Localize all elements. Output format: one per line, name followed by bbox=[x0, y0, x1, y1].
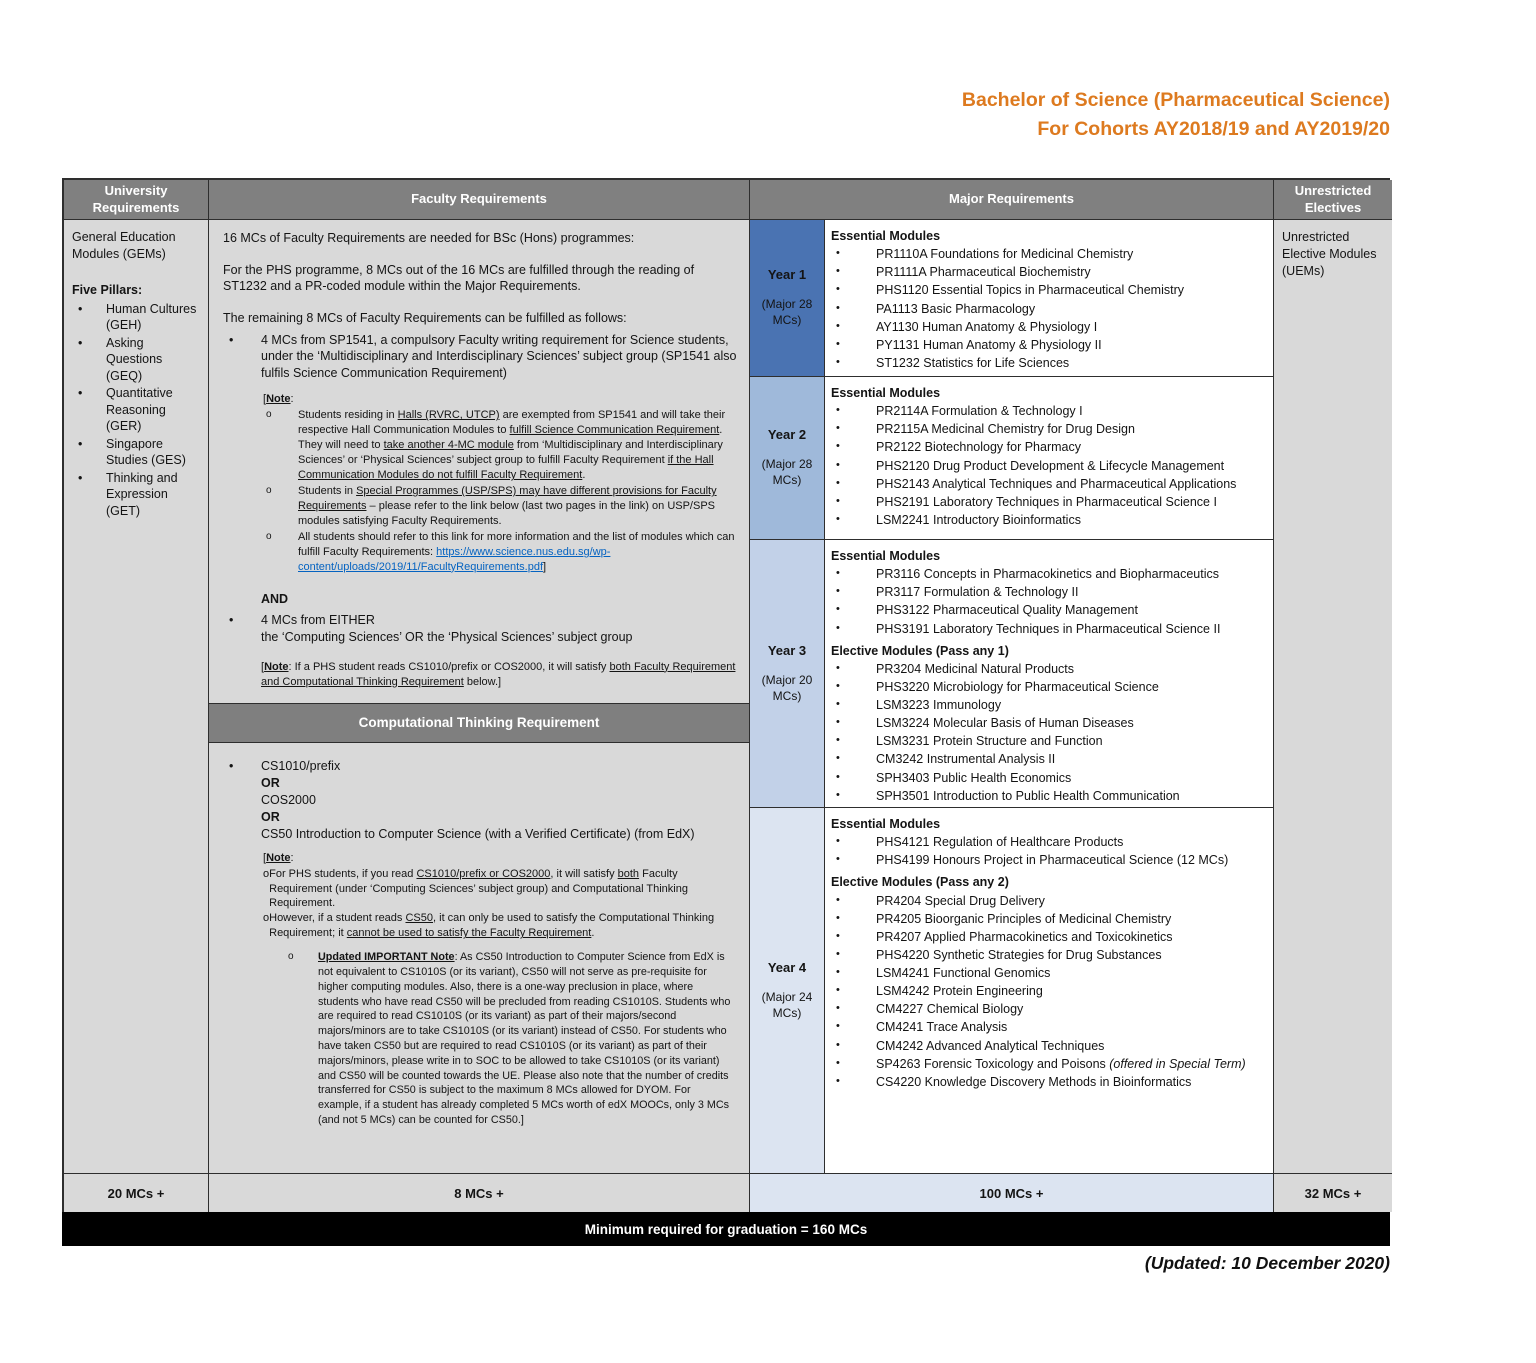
text-run: Students residing in bbox=[298, 409, 398, 422]
text-run: ] bbox=[543, 560, 547, 573]
ct-note-block bbox=[263, 851, 737, 1128]
list-item-text: CM4241 Trace Analysis bbox=[876, 1020, 1008, 1035]
list-item-text: Human Cultures (GEH) bbox=[106, 301, 197, 332]
title-line2: For Cohorts AY2018/19 and AY2019/20 bbox=[1037, 118, 1390, 141]
faculty-para-2: For the PHS programme, 8 MCs out of the 16 MCs are fulfilled through the reading of ST1232 and a PR-coded module within the Major Requirements. bbox=[223, 262, 695, 294]
text-run: below.] bbox=[463, 675, 502, 688]
ct-option-line: CS1010/prefix bbox=[261, 758, 341, 773]
text-run: fulfill Science Communication Requirement bbox=[509, 424, 720, 437]
year-mcs: (Major 20 MCs) bbox=[761, 672, 813, 703]
module-group-heading: Essential Modules bbox=[831, 549, 941, 563]
text-run: both Faculty Requirement and Computational Thinking Requirement bbox=[261, 660, 736, 688]
year-label: Year 3 bbox=[767, 642, 807, 658]
text-run: [ bbox=[261, 660, 265, 673]
module-item bbox=[831, 263, 1265, 281]
module-item bbox=[831, 438, 1265, 456]
module-group-heading: Essential Modules bbox=[831, 817, 941, 831]
module-item bbox=[831, 457, 1265, 475]
bullet-icon: • bbox=[836, 770, 840, 783]
note-label bbox=[263, 851, 737, 866]
year-4-modules bbox=[825, 808, 1273, 1173]
text-run: Faculty Requirement (under ‘Computing Sciences’ subject group) and Computational Thinking Requirement. bbox=[269, 867, 688, 910]
year-1-modules bbox=[825, 220, 1273, 376]
faculty-note-list bbox=[263, 408, 737, 574]
module-item bbox=[831, 946, 1265, 964]
list-item-text: PR4204 Special Drug Delivery bbox=[876, 893, 1045, 908]
spacer bbox=[223, 247, 737, 262]
text-run: Note bbox=[264, 660, 289, 673]
major-requirements-cell bbox=[750, 220, 1274, 1174]
year-1-row bbox=[750, 220, 1273, 377]
header-faculty-requirements: Faculty Requirements bbox=[209, 180, 750, 220]
bullet-icon: • bbox=[836, 247, 840, 260]
list-item-text: PHS4199 Honours Project in Pharmaceutical Science (12 MCs) bbox=[876, 853, 1229, 868]
list-item-text: LSM3224 Molecular Basis of Human Diseases bbox=[876, 716, 1134, 731]
list-item-text: CM4227 Chemical Biology bbox=[876, 1002, 1024, 1017]
faculty-note-2 bbox=[261, 660, 737, 690]
bullet-icon: • bbox=[836, 458, 840, 471]
bullet-icon: • bbox=[836, 853, 840, 866]
faculty-bullet-either-line2: the ‘Computing Sciences’ OR the ‘Physical Sciences’ subject group bbox=[261, 630, 633, 645]
header-university-requirements: University Requirements bbox=[64, 180, 209, 220]
module-item bbox=[831, 787, 1265, 805]
computational-block bbox=[209, 743, 749, 1128]
text-run: CS1010/prefix or COS2000 bbox=[416, 867, 551, 880]
text-run: . bbox=[591, 927, 595, 940]
faculty-note-block bbox=[263, 392, 737, 574]
spacer bbox=[223, 295, 737, 310]
text-run: Note bbox=[266, 851, 291, 864]
pillar-item bbox=[72, 335, 200, 385]
ct-option-line bbox=[261, 775, 737, 792]
module-item bbox=[831, 1000, 1265, 1018]
text-run: Students in bbox=[298, 485, 357, 498]
circle-marker-icon: o bbox=[266, 530, 272, 542]
module-item bbox=[831, 281, 1265, 299]
list-item-text: PR3117 Formulation & Technology II bbox=[876, 585, 1079, 600]
bullet-icon: • bbox=[836, 603, 840, 616]
updated-date: (Updated: 10 December 2020) bbox=[1144, 1253, 1390, 1273]
circle-marker-icon: o bbox=[288, 951, 294, 963]
list-item-text: SPH3501 Introduction to Public Health Communication bbox=[876, 788, 1180, 803]
text-run: : bbox=[290, 393, 294, 406]
faculty-requirements-cell bbox=[209, 220, 750, 1174]
list-item-text: PR3116 Concepts in Pharmacokinetics and Biopharmaceutics bbox=[876, 567, 1220, 582]
text-run: All students should refer to this link for more information and the list of modules which can fulfill Faculty Requirements: bbox=[298, 530, 735, 558]
text-run: Halls (RVRC, UTCP) bbox=[397, 409, 500, 422]
bullet-icon: • bbox=[836, 355, 840, 368]
bullet-icon: • bbox=[836, 476, 840, 489]
year-mcs: (Major 24 MCs) bbox=[761, 989, 813, 1020]
module-item bbox=[831, 892, 1265, 910]
list-item-text: CM4242 Advanced Analytical Techniques bbox=[876, 1038, 1105, 1053]
text-run: take another 4-MC module bbox=[383, 439, 514, 452]
list-item-text: PHS4220 Synthetic Strategies for Drug Substances bbox=[876, 947, 1162, 962]
year-label: Year 4 bbox=[767, 959, 807, 975]
list-item-text: ST1232 Statistics for Life Sciences bbox=[876, 355, 1070, 370]
list-item-text: LSM2241 Introductory Bioinformatics bbox=[876, 512, 1081, 527]
bullet-icon: • bbox=[836, 893, 840, 906]
module-item bbox=[831, 696, 1265, 714]
module-item bbox=[831, 1037, 1265, 1055]
year-label: Year 1 bbox=[767, 267, 807, 283]
list-item-text: PR2114A Formulation & Technology I bbox=[876, 404, 1083, 419]
text-run: , it can only be used to satisfy the Computational Thinking Requirement; it bbox=[269, 912, 715, 940]
circle-marker-icon: o bbox=[266, 409, 272, 421]
list-item-text: CM3242 Instrumental Analysis II bbox=[876, 752, 1056, 767]
module-item bbox=[831, 660, 1265, 678]
bullet-icon: • bbox=[836, 911, 840, 924]
pillar-item bbox=[72, 436, 200, 469]
module-group-heading: Essential Modules bbox=[831, 229, 941, 243]
module-item bbox=[831, 732, 1265, 750]
module-item bbox=[831, 678, 1265, 696]
faculty-upper-block bbox=[209, 220, 749, 690]
bullet-icon: • bbox=[836, 788, 840, 801]
module-item bbox=[831, 964, 1265, 982]
list-item-text: PHS4121 Regulation of Healthcare Products bbox=[876, 835, 1124, 850]
faculty-bullet-either bbox=[223, 612, 737, 629]
module-group-heading: Elective Modules (Pass any 1) bbox=[831, 643, 1009, 658]
page-title bbox=[962, 86, 1390, 145]
year-mcs: (Major 28 MCs) bbox=[761, 297, 813, 327]
bullet-icon: • bbox=[836, 1002, 840, 1015]
list-item-text: AY1130 Human Anatomy & Physiology I bbox=[876, 319, 1098, 334]
pillar-item bbox=[72, 385, 200, 435]
list-item-text: Asking Questions (GEQ) bbox=[106, 335, 163, 383]
faculty-requirements-link[interactable]: https://www.science.nus.edu.sg/wp-content/uploads/2019/11/FacultyRequirements.pdf bbox=[298, 545, 611, 573]
faculty-total: 8 MCs + bbox=[209, 1174, 750, 1212]
module-item bbox=[831, 583, 1265, 601]
year-2-modules bbox=[825, 377, 1273, 539]
list-item-text: PHS3220 Microbiology for Pharmaceutical Science bbox=[876, 679, 1159, 694]
module-item bbox=[831, 750, 1265, 768]
bullet-icon: • bbox=[836, 319, 840, 332]
note-item bbox=[263, 530, 737, 575]
text-run: [ bbox=[263, 851, 267, 864]
list-item-text: PHS2120 Drug Product Development & Lifecycle Management bbox=[876, 458, 1225, 473]
year-4-label-cell bbox=[750, 808, 825, 1173]
note-item bbox=[263, 484, 737, 529]
list-item-text: LSM3223 Immunology bbox=[876, 698, 1002, 712]
list-item-text: PHS3122 Pharmaceutical Quality Management bbox=[876, 603, 1138, 618]
text-run: OR bbox=[261, 775, 280, 790]
list-item-text: PHS2143 Analytical Techniques and Pharmaceutical Applications bbox=[876, 476, 1237, 491]
text-run: However, if a student reads bbox=[269, 912, 406, 925]
and-label: AND bbox=[261, 591, 289, 606]
text-run: . They will need to bbox=[298, 424, 723, 452]
important-note-text bbox=[318, 950, 737, 1127]
unrestricted-electives-cell bbox=[1274, 220, 1392, 1174]
module-item bbox=[831, 851, 1265, 869]
five-pillars-heading: Five Pillars: bbox=[72, 283, 143, 297]
module-item bbox=[831, 1018, 1265, 1036]
bullet-icon: • bbox=[836, 422, 840, 435]
year-2-label-cell bbox=[750, 377, 825, 539]
text-run: Updated IMPORTANT Note bbox=[318, 951, 455, 964]
bullet-icon: • bbox=[78, 335, 83, 350]
bullet-icon: • bbox=[836, 404, 840, 417]
bullet-icon: • bbox=[229, 332, 234, 347]
module-item bbox=[831, 336, 1265, 354]
list-item-text: PA1113 Basic Pharmacology bbox=[876, 301, 1036, 316]
list-item-text bbox=[269, 867, 737, 912]
faculty-bullet-either-line1: 4 MCs from EITHER bbox=[261, 613, 375, 628]
bullet-icon: • bbox=[836, 929, 840, 942]
list-item-text: Quantitative Reasoning (GER) bbox=[106, 386, 173, 433]
module-item bbox=[831, 1073, 1265, 1091]
list-item-text: Singapore Studies (GES) bbox=[106, 436, 186, 467]
module-item bbox=[831, 475, 1265, 493]
text-run: both bbox=[617, 867, 640, 880]
module-item bbox=[831, 420, 1265, 438]
list-item-text bbox=[298, 408, 737, 483]
text-run: : bbox=[290, 851, 294, 864]
faculty-para-3: The remaining 8 MCs of Faculty Requirements can be fulfilled as follows: bbox=[223, 310, 627, 325]
list-item-text: LSM3231 Protein Structure and Function bbox=[876, 734, 1103, 749]
bullet-icon: • bbox=[836, 835, 840, 848]
text-run: : As CS50 Introduction to Computer Science from EdX is not equivalent to CS1010S (or its variant), CS50 will not serve as pre-requisite for higher computing modules. Also, there is a one-way preclusion in place, where students who have read CS50 will be precluded from reading CS1010S. Students who are required to read CS1010S (or its variant) as part of their majors/second majors/minors are to take CS1010S (or its variant) instead of CS50. For students who have taken CS50 but are required to read CS1010S (or its variant) as part of their majors/minors, please write in to SOC to be allowed to take CS1010S (or its variant) and CS50 will be counted towards the UE. Please also note that the number of credits transferred for CS50 is subject to the maximum 8 MCs allowed for DYOM. For example, if a student has already completed 5 MCs worth of edX MOOCs, only 3 MCs (and not 5 MCs) can be counted for CS50.] bbox=[318, 951, 731, 1126]
module-group-heading: Elective Modules (Pass any 2) bbox=[831, 875, 1009, 890]
list-item-text: PHS1120 Essential Topics in Pharmaceutical Chemistry bbox=[876, 283, 1185, 298]
list-item-text bbox=[269, 911, 737, 941]
module-item bbox=[831, 714, 1265, 732]
text-run: SP4263 Forensic Toxicology and Poisons bbox=[876, 1056, 1110, 1071]
header-unrestricted-electives: Unrestricted Electives bbox=[1274, 180, 1392, 220]
bullet-icon: • bbox=[836, 567, 840, 580]
graduation-minimum-bar: Minimum required for graduation = 160 MCs bbox=[62, 1212, 1390, 1246]
bullet-icon: • bbox=[836, 1038, 840, 1051]
list-item-text bbox=[298, 530, 737, 575]
text-run: (offered in Special Term) bbox=[1109, 1056, 1246, 1071]
module-item bbox=[831, 982, 1265, 1000]
bullet-icon: • bbox=[836, 301, 840, 314]
module-item bbox=[831, 769, 1265, 787]
text-run: CS50 bbox=[405, 912, 434, 925]
bullet-icon: • bbox=[836, 621, 840, 634]
module-item bbox=[831, 300, 1265, 318]
bullet-icon: • bbox=[836, 966, 840, 978]
list-item-text: PR4205 Bioorganic Principles of Medicinal Chemistry bbox=[876, 911, 1172, 926]
text-run: . bbox=[582, 469, 586, 482]
bullet-icon: • bbox=[836, 265, 840, 278]
pillars-list bbox=[72, 301, 200, 520]
module-item bbox=[831, 910, 1265, 928]
list-item-text: LSM4242 Protein Engineering bbox=[876, 984, 1043, 999]
circle-marker-icon: o bbox=[263, 867, 270, 880]
uem-text: Unrestricted Elective Modules (UEMs) bbox=[1282, 230, 1377, 278]
module-item bbox=[831, 511, 1265, 529]
list-item-text: PY1131 Human Anatomy & Physiology II bbox=[876, 337, 1102, 352]
bullet-icon: • bbox=[836, 440, 840, 453]
bullet-icon: • bbox=[836, 494, 840, 507]
bullet-icon: • bbox=[836, 1074, 840, 1087]
text-run: Special Programmes (USP/SPS) may have different provisions for Faculty Requirements bbox=[298, 485, 717, 513]
requirements-table bbox=[62, 178, 1390, 1214]
bullet-icon: • bbox=[78, 470, 83, 485]
note-item bbox=[263, 408, 737, 483]
ct-options-bullet bbox=[223, 758, 737, 843]
circle-marker-icon: o bbox=[263, 912, 270, 925]
module-item bbox=[831, 565, 1265, 583]
bullet-icon: • bbox=[229, 758, 234, 773]
year-2-row bbox=[750, 377, 1273, 540]
module-item bbox=[831, 493, 1265, 511]
year-label: Year 2 bbox=[767, 427, 807, 443]
list-item-text: PHS3191 Laboratory Techniques in Pharmaceutical Science II bbox=[876, 621, 1221, 636]
ct-option-line bbox=[261, 809, 737, 826]
list-item-text: PHS2191 Laboratory Techniques in Pharmaceutical Science I bbox=[876, 494, 1217, 509]
bullet-icon: • bbox=[836, 1056, 840, 1069]
pillar-item bbox=[72, 470, 200, 520]
text-run: cannot be used to satisfy the Faculty Requirement bbox=[346, 927, 592, 940]
year-3-label-cell bbox=[750, 540, 825, 807]
note-item bbox=[263, 867, 737, 912]
faculty-bullet-sp1541 bbox=[223, 332, 737, 382]
list-item-text: SPH3403 Public Health Economics bbox=[876, 770, 1072, 785]
text-run: OR bbox=[261, 809, 280, 824]
text-run: For PHS students, if you read bbox=[269, 867, 417, 880]
bullet-icon: • bbox=[78, 436, 83, 451]
list-item-text: Thinking and Expression (GET) bbox=[106, 470, 178, 518]
list-item-text: PR2115A Medicinal Chemistry for Drug Design bbox=[876, 422, 1135, 437]
circle-marker-icon: o bbox=[266, 485, 272, 497]
module-item bbox=[831, 620, 1265, 638]
note-item bbox=[263, 911, 737, 941]
text-run: [ bbox=[263, 393, 267, 406]
bullet-icon: • bbox=[78, 386, 83, 400]
module-group-heading: Essential Modules bbox=[831, 386, 941, 400]
module-item bbox=[831, 601, 1265, 619]
year-1-label-cell bbox=[750, 220, 825, 376]
title-line1: Bachelor of Science (Pharmaceutical Science) bbox=[961, 89, 1390, 111]
bullet-icon: • bbox=[78, 301, 83, 316]
module-item bbox=[831, 928, 1265, 946]
pillar-item bbox=[72, 301, 200, 334]
university-requirements-cell bbox=[64, 220, 209, 1174]
text-run: Note bbox=[266, 393, 291, 406]
ct-note-list bbox=[263, 867, 737, 942]
important-note bbox=[285, 950, 737, 1127]
text-run: if the Hall Communication Modules do not fulfill Faculty Requirement bbox=[298, 454, 714, 482]
year-3-row bbox=[750, 540, 1273, 808]
gem-intro: General Education Modules (GEMs) bbox=[72, 230, 176, 261]
list-item-text: PR4207 Applied Pharmacokinetics and Toxicokinetics bbox=[876, 929, 1173, 944]
bullet-icon: • bbox=[836, 984, 840, 997]
text-run: are exempted from SP1541 and will take their respective Hall Communication Modules to bbox=[298, 409, 726, 437]
electives-total: 32 MCs + bbox=[1274, 1174, 1392, 1212]
list-item-text: PR2122 Biotechnology for Pharmacy bbox=[876, 440, 1081, 455]
header-major-requirements: Major Requirements bbox=[750, 180, 1274, 220]
list-item-text: PR3204 Medicinal Natural Products bbox=[876, 661, 1075, 676]
list-item-text bbox=[298, 484, 737, 529]
faculty-para-1: 16 MCs of Faculty Requirements are needed for BSc (Hons) programmes: bbox=[223, 231, 635, 245]
year-4-row bbox=[750, 808, 1273, 1173]
text-run: from ‘Multidisciplinary and Interdisciplinary Sciences’ or ‘Physical Sciences’ subject group to fulfill Faculty Requirement bbox=[298, 439, 723, 467]
module-item bbox=[831, 1055, 1265, 1073]
year-mcs: (Major 28 MCs) bbox=[761, 457, 813, 487]
bullet-icon: • bbox=[836, 734, 840, 747]
list-item-text: PR1110A Foundations for Medicinal Chemistry bbox=[876, 247, 1134, 262]
university-total: 20 MCs + bbox=[64, 1174, 209, 1212]
list-item-text bbox=[876, 1055, 1265, 1073]
computational-thinking-header: Computational Thinking Requirement bbox=[209, 703, 749, 743]
bullet-icon: • bbox=[836, 1020, 840, 1033]
year-3-modules bbox=[825, 540, 1273, 807]
major-total: 100 MCs + bbox=[750, 1174, 1274, 1212]
list-item-text: LSM4241 Functional Genomics bbox=[876, 966, 1051, 980]
bullet-icon: • bbox=[836, 283, 840, 296]
list-item-text: CS4220 Knowledge Discovery Methods in Bioinformatics bbox=[876, 1074, 1192, 1089]
list-item-text: PR1111A Pharmaceutical Biochemistry bbox=[876, 265, 1091, 280]
text-run: – please refer to the link below (last two pages in the link) on USP/SPS modules satisfying Faculty Requirements. bbox=[298, 500, 715, 527]
bullet-icon: • bbox=[836, 337, 840, 350]
bullet-icon: • bbox=[836, 661, 840, 674]
text-run: : If a PHS student reads CS1010/prefix or COS2000, it will satisfy bbox=[288, 660, 610, 673]
ct-option-line: COS2000 bbox=[261, 792, 316, 807]
ct-option-line: CS50 Introduction to Computer Science (with a Verified Certificate) (from EdX) bbox=[261, 826, 695, 841]
module-item bbox=[831, 833, 1265, 851]
bullet-icon: • bbox=[836, 716, 840, 729]
bullet-icon: • bbox=[836, 512, 840, 525]
module-item bbox=[831, 245, 1265, 263]
bullet-icon: • bbox=[836, 585, 840, 598]
module-item bbox=[831, 402, 1265, 420]
note-label bbox=[263, 392, 737, 407]
bullet-icon: • bbox=[836, 752, 840, 765]
module-item bbox=[831, 318, 1265, 336]
text-run: , it will satisfy bbox=[550, 867, 618, 880]
ct-options bbox=[261, 758, 737, 843]
module-item bbox=[831, 354, 1265, 372]
bullet-icon: • bbox=[836, 698, 840, 710]
bullet-icon: • bbox=[229, 613, 234, 628]
bullet-icon: • bbox=[836, 947, 840, 960]
bullet-icon: • bbox=[836, 679, 840, 692]
faculty-bullet-sp1541-text: 4 MCs from SP1541, a compulsory Faculty writing requirement for Science students, under the ‘Multidisciplinary and Interdisciplinary Sciences’ subject group (SP1541 also fulfils Science Communication Requirement) bbox=[261, 332, 737, 380]
